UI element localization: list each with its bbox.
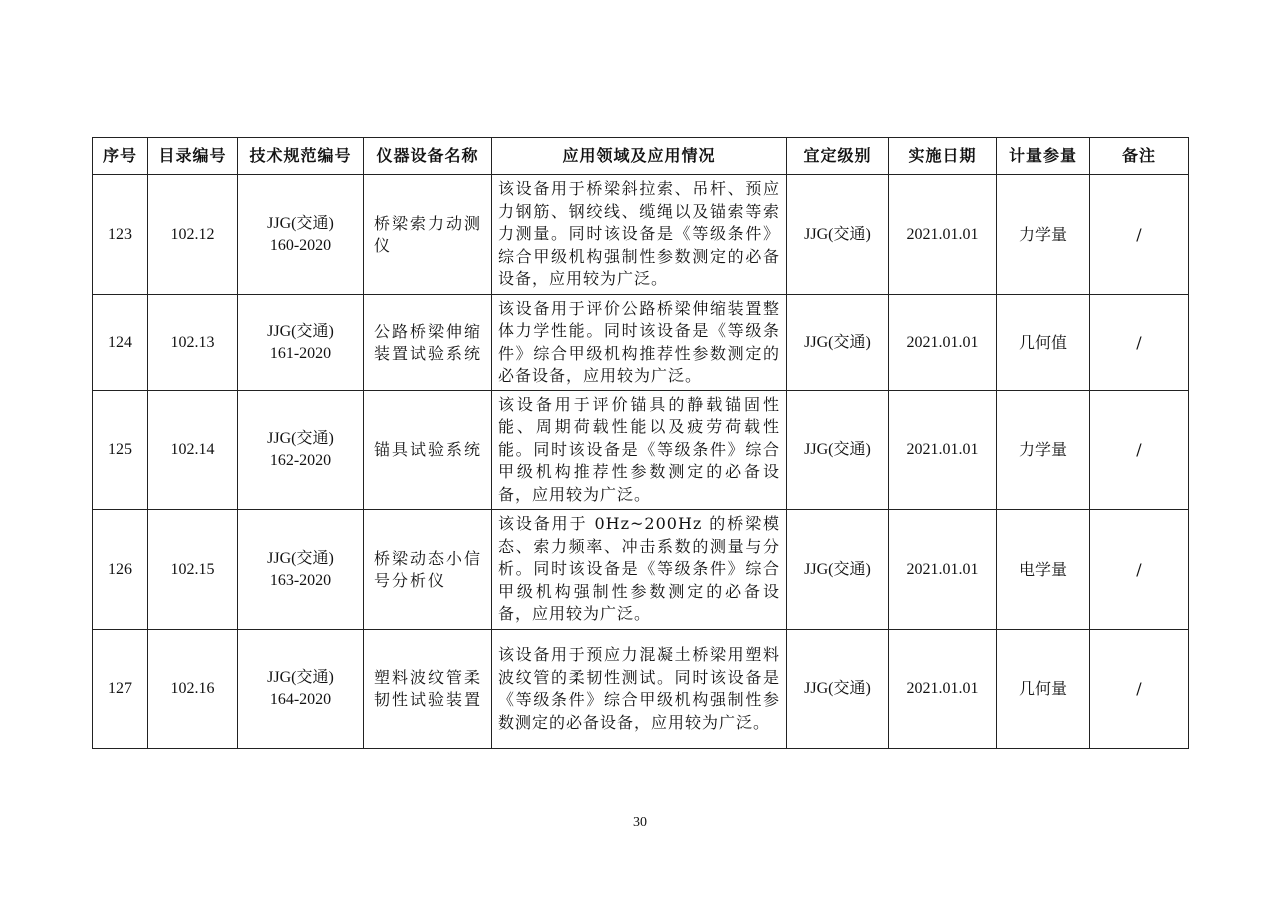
table-row bbox=[93, 295, 1189, 391]
cell-application: 该设备用于 0Hz~200Hz 的桥梁模态、索力频率、冲击系数的测量与分析。同时该设备是《等级条件》综合甲级机构强制性参数测定的必备设备，应用较为广泛。 bbox=[492, 510, 787, 630]
cell-parameter: 力学量 bbox=[997, 391, 1090, 510]
spec-code: JJG(交通) bbox=[267, 322, 334, 340]
spec-year: 162-2020 bbox=[269, 452, 332, 469]
table-row bbox=[93, 175, 1189, 295]
cell-catalog-no: 102.13 bbox=[148, 295, 238, 391]
cell-parameter: 电学量 bbox=[997, 510, 1090, 630]
header-date: 实施日期 bbox=[889, 138, 997, 175]
header-instrument-name: 仪器设备名称 bbox=[364, 138, 492, 175]
spec-code: JJG(交通) bbox=[267, 669, 334, 686]
table-header-row bbox=[93, 138, 1189, 175]
cell-remark: / bbox=[1090, 391, 1189, 510]
table-row bbox=[93, 391, 1189, 510]
cell-remark: / bbox=[1090, 295, 1189, 391]
cell-instrument-name: 锚具试验系统 bbox=[364, 391, 492, 510]
cell-instrument-name: 桥梁索力动测仪 bbox=[364, 175, 492, 295]
cell-spec-no bbox=[238, 175, 364, 295]
cell-remark: / bbox=[1090, 630, 1189, 749]
cell-date: 2021.01.01 bbox=[889, 175, 997, 295]
header-spec-no: 技术规范编号 bbox=[238, 138, 364, 175]
cell-catalog-no: 102.12 bbox=[148, 175, 238, 295]
cell-parameter: 几何值 bbox=[997, 295, 1090, 391]
cell-remark: / bbox=[1090, 510, 1189, 630]
cell-date: 2021.01.01 bbox=[889, 630, 997, 749]
table-row bbox=[93, 630, 1189, 749]
cell-seq: 126 bbox=[93, 510, 148, 630]
spec-year: 161-2020 bbox=[269, 344, 332, 362]
header-remark: 备注 bbox=[1090, 138, 1189, 175]
cell-level: JJG(交通) bbox=[787, 630, 889, 749]
cell-application: 该设备用于评价锚具的静载锚固性能、周期荷载性能以及疲劳荷载性能。同时该设备是《等级条件》综合甲级机构推荐性参数测定的必备设备，应用较为广泛。 bbox=[492, 391, 787, 510]
cell-spec-no bbox=[238, 295, 364, 391]
cell-seq: 124 bbox=[93, 295, 148, 391]
header-parameter: 计量参量 bbox=[997, 138, 1090, 175]
header-seq: 序号 bbox=[93, 138, 148, 175]
header-level: 宜定级别 bbox=[787, 138, 889, 175]
header-application: 应用领域及应用情况 bbox=[492, 138, 787, 175]
page-number: 30 bbox=[633, 815, 647, 830]
cell-catalog-no: 102.16 bbox=[148, 630, 238, 749]
cell-remark: / bbox=[1090, 175, 1189, 295]
cell-level: JJG(交通) bbox=[787, 295, 889, 391]
spec-code: JJG(交通) bbox=[267, 549, 334, 567]
cell-level: JJG(交通) bbox=[787, 510, 889, 630]
cell-spec-no bbox=[238, 391, 364, 510]
cell-application: 该设备用于预应力混凝土桥梁用塑料波纹管的柔韧性测试。同时该设备是《等级条件》综合甲级机构强制性参数测定的必备设备，应用较为广泛。 bbox=[492, 630, 787, 749]
spec-code: JJG(交通) bbox=[267, 214, 334, 232]
cell-instrument-name: 公路桥梁伸缩装置试验系统 bbox=[364, 295, 492, 391]
cell-parameter: 几何量 bbox=[997, 630, 1090, 749]
spec-year: 164-2020 bbox=[269, 691, 332, 708]
cell-catalog-no: 102.15 bbox=[148, 510, 238, 630]
cell-instrument-name: 塑料波纹管柔韧性试验装置 bbox=[364, 630, 492, 749]
cell-level: JJG(交通) bbox=[787, 175, 889, 295]
spec-year: 160-2020 bbox=[269, 236, 332, 254]
spec-year: 163-2020 bbox=[269, 571, 332, 589]
cell-instrument-name: 桥梁动态小信号分析仪 bbox=[364, 510, 492, 630]
spec-code: JJG(交通) bbox=[267, 430, 334, 447]
cell-seq: 125 bbox=[93, 391, 148, 510]
cell-date: 2021.01.01 bbox=[889, 391, 997, 510]
cell-seq: 123 bbox=[93, 175, 148, 295]
cell-spec-no bbox=[238, 630, 364, 749]
cell-parameter: 力学量 bbox=[997, 175, 1090, 295]
cell-application: 该设备用于桥梁斜拉索、吊杆、预应力钢筋、钢绞线、缆绳以及锚索等索力测量。同时该设备是《等级条件》综合甲级机构强制性参数测定的必备设备，应用较为广泛。 bbox=[492, 175, 787, 295]
cell-seq: 127 bbox=[93, 630, 148, 749]
table-row bbox=[93, 510, 1189, 630]
cell-catalog-no: 102.14 bbox=[148, 391, 238, 510]
cell-date: 2021.01.01 bbox=[889, 510, 997, 630]
cell-level: JJG(交通) bbox=[787, 391, 889, 510]
cell-spec-no bbox=[238, 510, 364, 630]
header-catalog-no: 目录编号 bbox=[148, 138, 238, 175]
cell-date: 2021.01.01 bbox=[889, 295, 997, 391]
cell-application: 该设备用于评价公路桥梁伸缩装置整体力学性能。同时该设备是《等级条件》综合甲级机构推荐性参数测定的必备设备，应用较为广泛。 bbox=[492, 295, 787, 391]
instrument-catalog-table bbox=[92, 137, 1189, 749]
